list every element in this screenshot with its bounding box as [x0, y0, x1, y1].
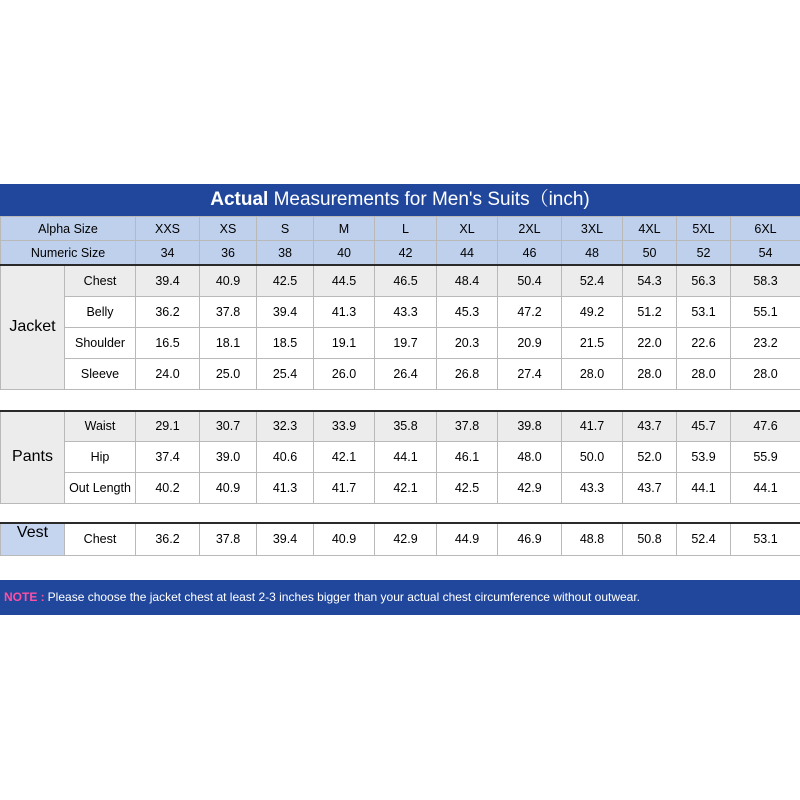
- jacket-value: 21.5: [562, 327, 623, 358]
- jacket-value: 46.5: [375, 265, 437, 296]
- chart-title: [0, 184, 800, 216]
- pants-measure-name: Waist: [65, 411, 136, 442]
- vest-value: 37.8: [200, 523, 257, 555]
- pants-measure-name: Hip: [65, 442, 136, 473]
- alpha-size-row-cell: 3XL: [562, 217, 623, 241]
- jacket-value: 36.2: [136, 296, 200, 327]
- jacket-row: [1, 265, 800, 296]
- alpha-size-row-cell: 6XL: [731, 217, 800, 241]
- jacket-value: 28.0: [677, 358, 731, 389]
- jacket-value: 26.0: [314, 358, 375, 389]
- jacket-value: 51.2: [623, 296, 677, 327]
- spacer-row-3: [1, 555, 800, 576]
- pants-value: 52.0: [623, 442, 677, 473]
- jacket-measure-name: Sleeve: [65, 358, 136, 389]
- jacket-value: 22.6: [677, 327, 731, 358]
- spacer-row-2-cell: [1, 504, 800, 524]
- pants-value: 41.3: [257, 473, 314, 504]
- jacket-value: 41.3: [314, 296, 375, 327]
- jacket-value: 39.4: [136, 265, 200, 296]
- vest-value: 46.9: [498, 523, 562, 555]
- numeric-size-row-cell: 48: [562, 241, 623, 266]
- numeric-size-row-cell: 44: [437, 241, 498, 266]
- pants-value: 35.8: [375, 411, 437, 442]
- pants-value: 37.8: [437, 411, 498, 442]
- vest-value: 39.4: [257, 523, 314, 555]
- size-chart: [0, 184, 800, 615]
- title-bold: Actual: [210, 189, 269, 210]
- pants-value: 44.1: [375, 442, 437, 473]
- jacket-value: 40.9: [200, 265, 257, 296]
- jacket-value: 23.2: [731, 327, 800, 358]
- pants-row: [1, 442, 800, 473]
- pants-row: [1, 473, 800, 504]
- pants-value: 33.9: [314, 411, 375, 442]
- jacket-row: [1, 296, 800, 327]
- jacket-value: 58.3: [731, 265, 800, 296]
- pants-value: 40.9: [200, 473, 257, 504]
- jacket-value: 45.3: [437, 296, 498, 327]
- jacket-value: 44.5: [314, 265, 375, 296]
- pants-value: 48.0: [498, 442, 562, 473]
- pants-value: 42.5: [437, 473, 498, 504]
- pants-value: 42.1: [314, 442, 375, 473]
- vest-group-label: Vest: [1, 523, 65, 555]
- pants-value: 37.4: [136, 442, 200, 473]
- numeric-size-row-cell: 54: [731, 241, 800, 266]
- jacket-row: [1, 358, 800, 389]
- spacer-row-cell: [1, 389, 800, 411]
- pants-value: 42.9: [498, 473, 562, 504]
- pants-value: 29.1: [136, 411, 200, 442]
- pants-value: 43.3: [562, 473, 623, 504]
- numeric-size-row-label: Numeric Size: [1, 241, 136, 266]
- jacket-value: 28.0: [562, 358, 623, 389]
- pants-group-label: Pants: [1, 411, 65, 504]
- jacket-value: 28.0: [623, 358, 677, 389]
- jacket-value: 50.4: [498, 265, 562, 296]
- jacket-value: 16.5: [136, 327, 200, 358]
- numeric-size-row-cell: 50: [623, 241, 677, 266]
- jacket-value: 19.1: [314, 327, 375, 358]
- alpha-size-row-cell: S: [257, 217, 314, 241]
- jacket-value: 37.8: [200, 296, 257, 327]
- numeric-size-row-cell: 42: [375, 241, 437, 266]
- jacket-value: 18.5: [257, 327, 314, 358]
- alpha-size-row-cell: XXS: [136, 217, 200, 241]
- note-tag: NOTE :: [4, 590, 45, 604]
- numeric-size-row-cell: 38: [257, 241, 314, 266]
- pants-value: 41.7: [314, 473, 375, 504]
- jacket-value: 20.3: [437, 327, 498, 358]
- vest-value: 50.8: [623, 523, 677, 555]
- measurement-table: [0, 216, 800, 576]
- jacket-value: 20.9: [498, 327, 562, 358]
- pants-value: 55.9: [731, 442, 800, 473]
- jacket-value: 22.0: [623, 327, 677, 358]
- pants-value: 32.3: [257, 411, 314, 442]
- jacket-value: 48.4: [437, 265, 498, 296]
- jacket-value: 47.2: [498, 296, 562, 327]
- jacket-value: 26.4: [375, 358, 437, 389]
- jacket-value: 39.4: [257, 296, 314, 327]
- alpha-size-row-cell: XS: [200, 217, 257, 241]
- vest-value: 40.9: [314, 523, 375, 555]
- numeric-size-row-cell: 46: [498, 241, 562, 266]
- vest-value: 52.4: [677, 523, 731, 555]
- jacket-value: 52.4: [562, 265, 623, 296]
- pants-measure-name: Out Length: [65, 473, 136, 504]
- note-bar: [0, 580, 800, 615]
- pants-value: 44.1: [731, 473, 800, 504]
- jacket-value: 26.8: [437, 358, 498, 389]
- alpha-size-row-cell: 4XL: [623, 217, 677, 241]
- vest-measure-name: Chest: [65, 523, 136, 555]
- pants-value: 39.0: [200, 442, 257, 473]
- title-rest: Measurements for Men's Suits（inch): [268, 189, 590, 210]
- spacer-row-3-cell: [1, 555, 800, 576]
- spacer-row: [1, 389, 800, 411]
- pants-value: 39.8: [498, 411, 562, 442]
- alpha-size-row-cell: 5XL: [677, 217, 731, 241]
- jacket-value: 49.2: [562, 296, 623, 327]
- pants-value: 43.7: [623, 411, 677, 442]
- jacket-value: 25.0: [200, 358, 257, 389]
- pants-value: 41.7: [562, 411, 623, 442]
- jacket-measure-name: Belly: [65, 296, 136, 327]
- pants-value: 53.9: [677, 442, 731, 473]
- note-text: Please choose the jacket chest at least 2-3 inches bigger than your actual chest circumference without outwear.: [47, 590, 641, 604]
- jacket-value: 28.0: [731, 358, 800, 389]
- vest-row: [1, 523, 800, 555]
- alpha-size-row-cell: XL: [437, 217, 498, 241]
- numeric-size-row-cell: 40: [314, 241, 375, 266]
- numeric-size-row: [1, 241, 800, 266]
- jacket-value: 27.4: [498, 358, 562, 389]
- alpha-size-row: [1, 217, 800, 241]
- numeric-size-row-cell: 36: [200, 241, 257, 266]
- vest-value: 42.9: [375, 523, 437, 555]
- pants-value: 44.1: [677, 473, 731, 504]
- jacket-value: 18.1: [200, 327, 257, 358]
- jacket-value: 54.3: [623, 265, 677, 296]
- pants-value: 46.1: [437, 442, 498, 473]
- pants-value: 42.1: [375, 473, 437, 504]
- pants-value: 45.7: [677, 411, 731, 442]
- spacer-row-2: [1, 504, 800, 524]
- jacket-value: 25.4: [257, 358, 314, 389]
- jacket-value: 56.3: [677, 265, 731, 296]
- alpha-size-row-cell: 2XL: [498, 217, 562, 241]
- jacket-value: 43.3: [375, 296, 437, 327]
- jacket-group-label: Jacket: [1, 265, 65, 389]
- vest-value: 53.1: [731, 523, 800, 555]
- pants-value: 40.2: [136, 473, 200, 504]
- pants-row: [1, 411, 800, 442]
- vest-value: 48.8: [562, 523, 623, 555]
- pants-value: 50.0: [562, 442, 623, 473]
- numeric-size-row-cell: 34: [136, 241, 200, 266]
- jacket-value: 42.5: [257, 265, 314, 296]
- jacket-value: 24.0: [136, 358, 200, 389]
- jacket-measure-name: Chest: [65, 265, 136, 296]
- jacket-value: 55.1: [731, 296, 800, 327]
- pants-value: 30.7: [200, 411, 257, 442]
- pants-value: 43.7: [623, 473, 677, 504]
- pants-value: 40.6: [257, 442, 314, 473]
- alpha-size-row-cell: M: [314, 217, 375, 241]
- jacket-measure-name: Shoulder: [65, 327, 136, 358]
- vest-value: 44.9: [437, 523, 498, 555]
- numeric-size-row-cell: 52: [677, 241, 731, 266]
- jacket-value: 19.7: [375, 327, 437, 358]
- alpha-size-row-label: Alpha Size: [1, 217, 136, 241]
- jacket-row: [1, 327, 800, 358]
- vest-value: 36.2: [136, 523, 200, 555]
- jacket-value: 53.1: [677, 296, 731, 327]
- pants-value: 47.6: [731, 411, 800, 442]
- alpha-size-row-cell: L: [375, 217, 437, 241]
